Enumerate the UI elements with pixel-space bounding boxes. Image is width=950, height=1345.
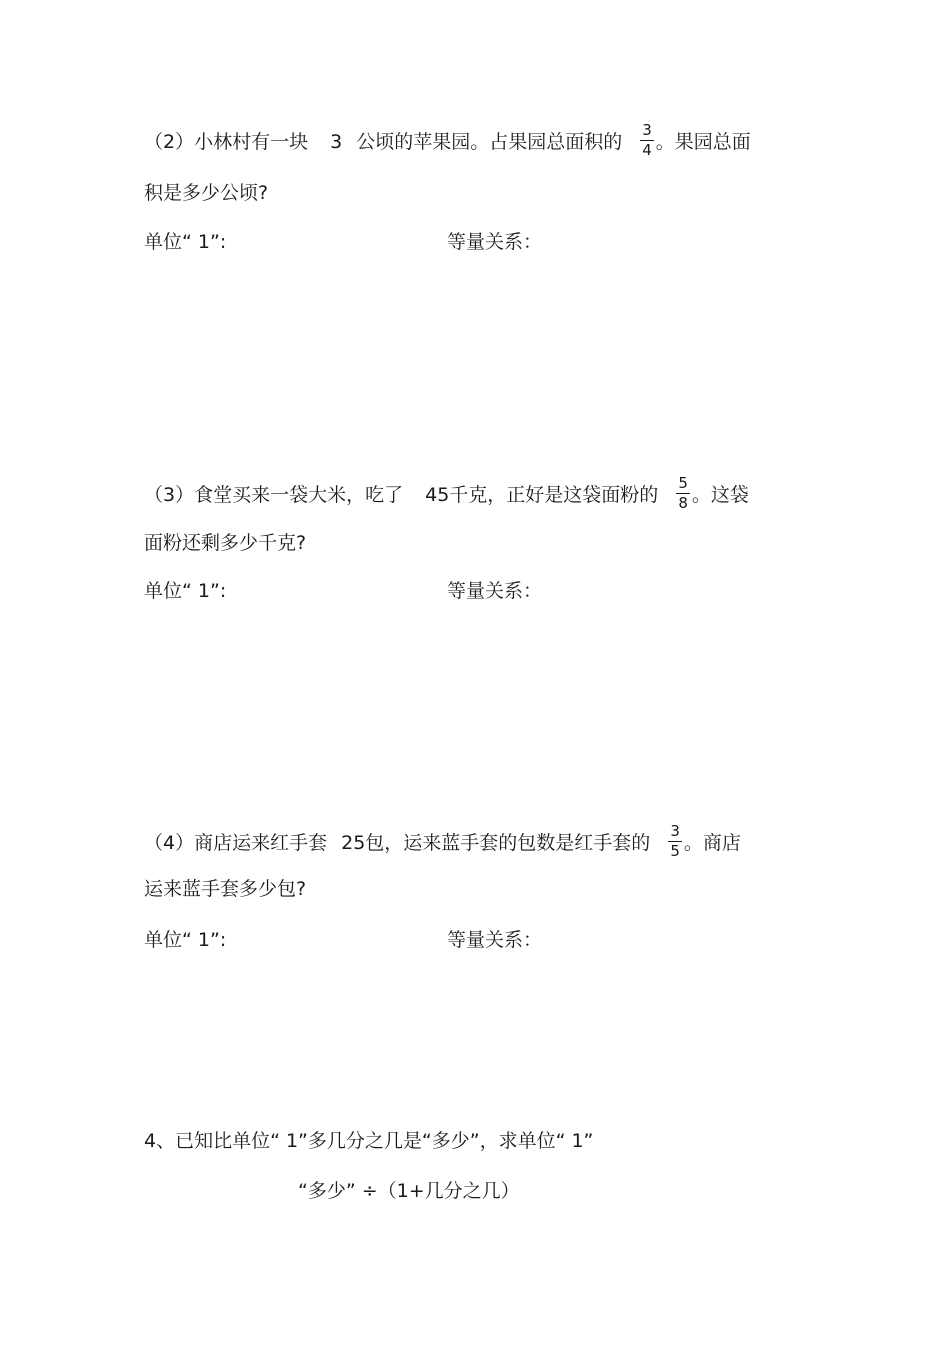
problem-3-relation-label: 等量关系： <box>447 580 543 602</box>
problem-3-text-c: 。这袋 <box>691 484 749 506</box>
section-4-heading: 4、已知比单位“ 1”多几分之几是“多少”，求单位“ 1” <box>144 1130 594 1152</box>
problem-2-line-2: 积是多少公顷? <box>144 182 269 204</box>
problem-4-text-c: 。商店 <box>683 832 741 854</box>
problem-2-fraction-numerator: 3 <box>642 121 652 139</box>
problem-3-fraction <box>676 475 690 512</box>
problem-3-fraction-denominator: 8 <box>678 494 688 512</box>
problem-4-relation-label: 等量关系： <box>447 929 543 951</box>
problem-3-number: （3） <box>144 484 195 506</box>
problem-3-unit-label: 单位“ 1”: <box>144 580 227 602</box>
problem-2-text-b: 公顷的苹果园。占果园总面积的 <box>356 131 623 153</box>
problem-4-fraction <box>668 823 682 860</box>
problem-4-fraction-numerator: 3 <box>670 822 680 840</box>
problem-2-fraction-denominator: 4 <box>642 141 652 159</box>
problem-3-text-b: 千克，正好是这袋面粉的 <box>449 484 659 506</box>
problem-4-line-2: 运来蓝手套多少包? <box>144 878 307 900</box>
problem-3-line-1 <box>144 474 749 514</box>
problem-2-text-a: 小林村有一块 <box>194 131 309 153</box>
problem-3-quantity: 45 <box>425 484 450 506</box>
problem-4-text-a: 商店运来红手套 <box>194 832 328 854</box>
problem-3-line-2: 面粉还剩多少千克? <box>144 532 307 554</box>
problem-2-relation-label: 等量关系： <box>447 231 543 253</box>
problem-4-quantity: 25 <box>341 832 366 854</box>
problem-3-fraction-numerator: 5 <box>678 474 688 492</box>
problem-3-text-a: 食堂买来一袋大米，吃了 <box>194 484 404 506</box>
section-4-formula: “多少” ÷（1+几分之几） <box>298 1180 520 1202</box>
problem-4-fraction-denominator: 5 <box>670 842 680 860</box>
problem-2-unit-label: 单位“ 1”: <box>144 231 227 253</box>
problem-2-text-c: 。果园总面 <box>655 131 751 153</box>
problem-2-fraction <box>640 122 654 159</box>
problem-4-line-1 <box>144 822 741 862</box>
problem-2-quantity: 3 <box>330 131 343 153</box>
problem-2-number: （2） <box>144 131 195 153</box>
problem-4-unit-label: 单位“ 1”: <box>144 929 227 951</box>
problem-4-text-b: 包，运来蓝手套的包数是红手套的 <box>365 832 651 854</box>
problem-4-number: （4） <box>144 832 195 854</box>
problem-2-line-1 <box>144 121 751 161</box>
